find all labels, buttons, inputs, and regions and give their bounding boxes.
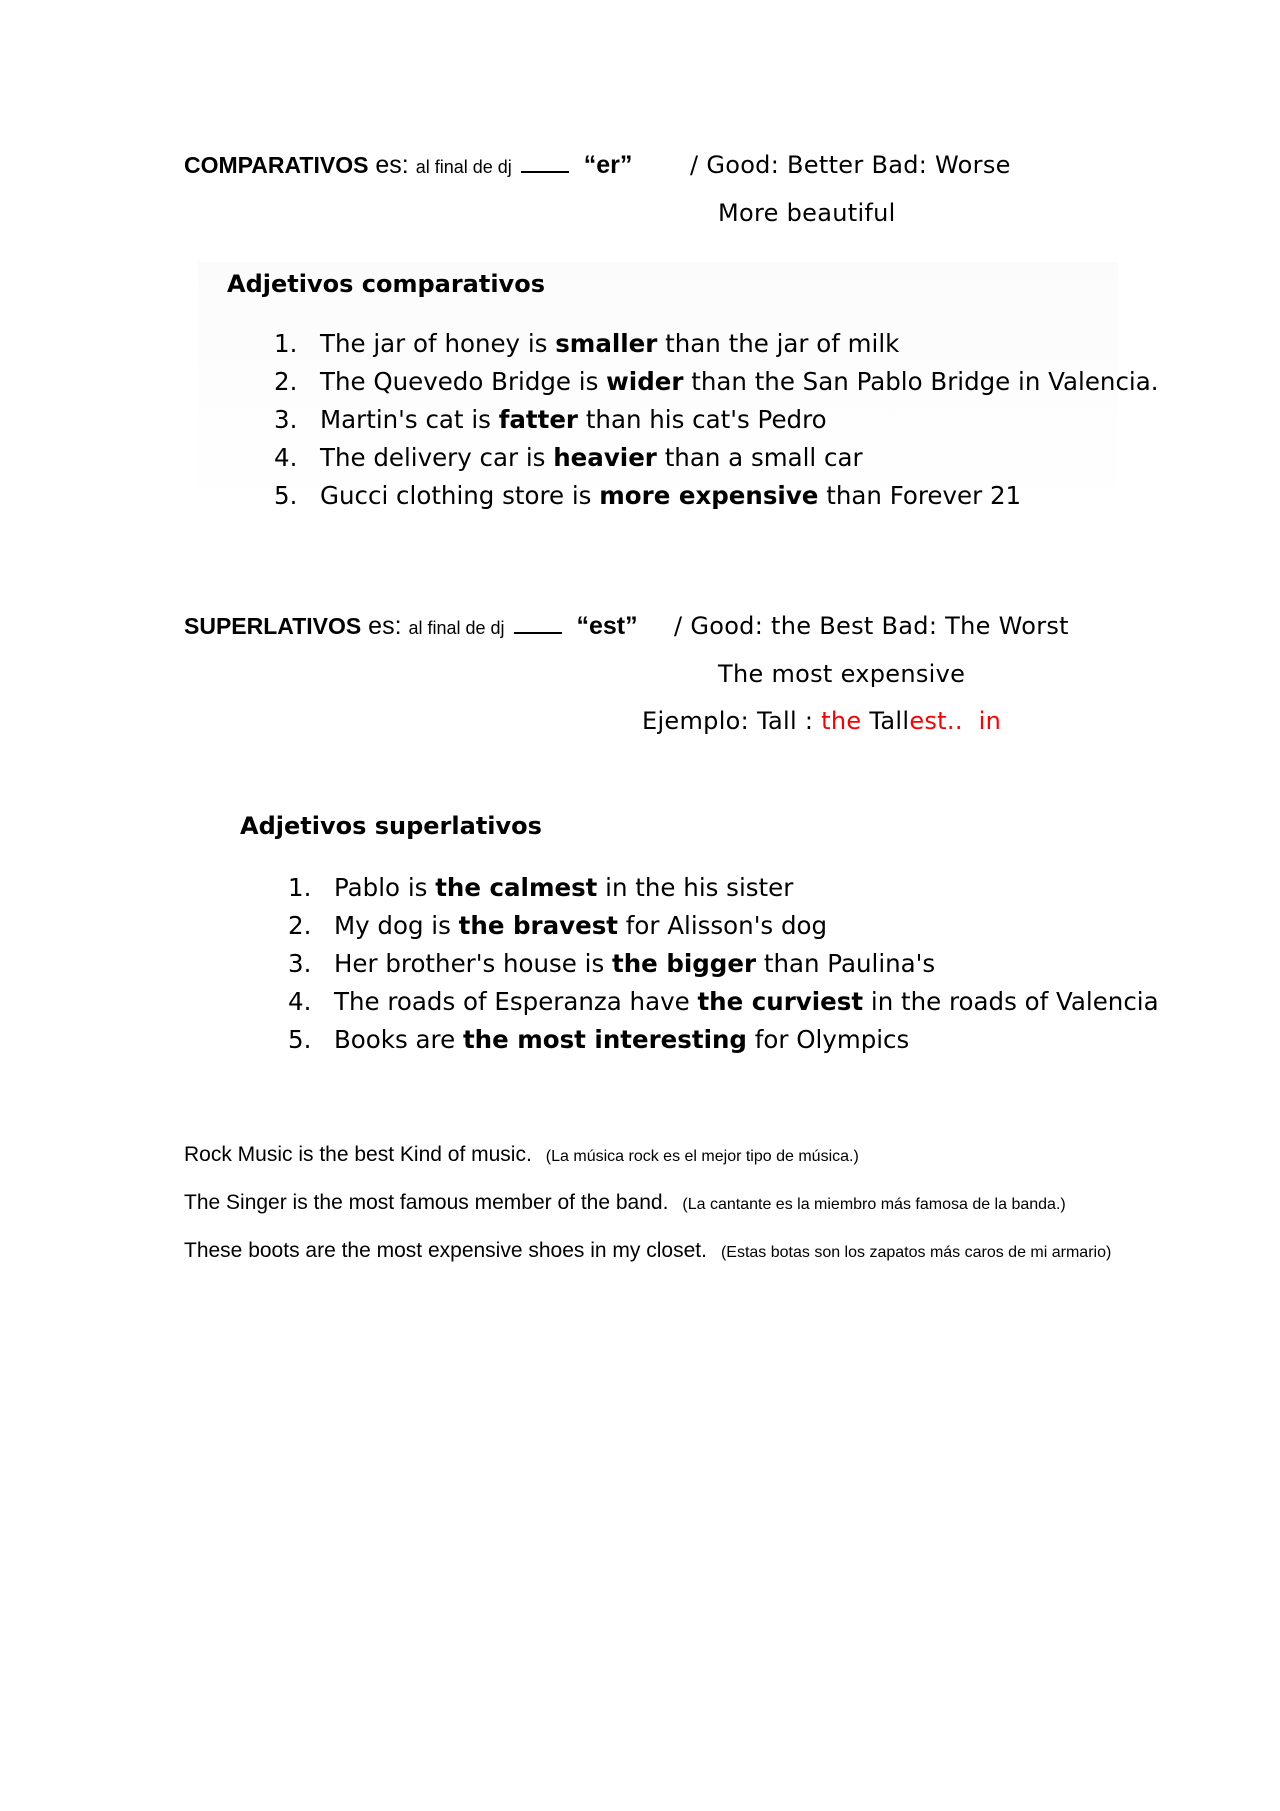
list-bold: the most interesting — [462, 1025, 747, 1054]
list-item — [288, 945, 1159, 983]
list-number: 3. — [288, 949, 312, 978]
list-number: 5. — [288, 1025, 312, 1054]
list-number: 1. — [288, 873, 312, 902]
list-text: The roads of Esperanza have — [334, 987, 698, 1016]
list-text: than his cat's Pedro — [578, 405, 827, 434]
example-in: in — [978, 707, 1002, 735]
list-text: for Olympics — [746, 1025, 910, 1054]
superlativos-es: es: — [368, 612, 402, 640]
superlativos-irregular: / Good: the Best Bad: The Worst — [674, 612, 1069, 640]
comparativos-section-title: Adjetivos comparativos — [227, 270, 545, 298]
list-item — [274, 401, 1159, 439]
superlativos-blank — [514, 614, 562, 634]
comparativos-blank — [521, 153, 569, 173]
superlativos-heading — [184, 612, 638, 641]
example-est: est.. — [909, 707, 963, 735]
comparativos-es: es: — [375, 151, 409, 179]
list-bold: the bravest — [458, 911, 619, 940]
list-text: My dog is — [334, 911, 459, 940]
list-text: Her brother's house is — [334, 949, 613, 978]
list-bold: the bigger — [612, 949, 757, 978]
list-number: 4. — [288, 987, 312, 1016]
list-item — [274, 363, 1159, 401]
list-bold: smaller — [555, 329, 658, 358]
list-bold: wider — [606, 367, 684, 396]
list-number: 4. — [274, 443, 298, 472]
superlativos-long-form: The most expensive — [718, 660, 966, 688]
comparativos-list — [274, 325, 1159, 515]
superlativos-example — [642, 707, 1001, 735]
list-text: Pablo is — [334, 873, 436, 902]
example-prefix: Ejemplo: Tall : — [642, 707, 822, 735]
example-es: (La cantante es la miembro más famosa de la banda.) — [682, 1196, 1066, 1213]
example-sentence — [184, 1239, 1111, 1263]
superlativos-label: SUPERLATIVOS — [184, 613, 362, 639]
example-en: These boots are the most expensive shoes in my closet. — [184, 1239, 707, 1262]
example-en: The Singer is the most famous member of the band. — [184, 1191, 669, 1214]
superlativos-list — [288, 869, 1159, 1059]
comparativos-suffix: “er” — [583, 151, 633, 179]
list-bold: fatter — [498, 405, 579, 434]
comparativos-irregular: / Good: Better Bad: Worse — [690, 151, 1011, 179]
comparativos-long-form: More beautiful — [718, 199, 896, 227]
list-text: Books are — [334, 1025, 463, 1054]
comparativos-rule: al final de dj — [415, 157, 512, 177]
list-text: than the jar of milk — [657, 329, 900, 358]
list-bold: the calmest — [435, 873, 598, 902]
comparativos-label: COMPARATIVOS — [184, 152, 369, 178]
list-bold: the curviest — [697, 987, 864, 1016]
list-number: 2. — [274, 367, 298, 396]
list-number: 3. — [274, 405, 298, 434]
superlativos-suffix: “est” — [576, 612, 638, 640]
list-bold: more expensive — [599, 481, 819, 510]
example-sentence — [184, 1191, 1066, 1215]
superlativos-rule: al final de dj — [408, 618, 505, 638]
list-number: 2. — [288, 911, 312, 940]
example-sentence — [184, 1143, 859, 1167]
list-item — [288, 869, 1159, 907]
list-text: in the roads of Valencia — [863, 987, 1159, 1016]
list-text: Gucci clothing store is — [320, 481, 600, 510]
list-item — [288, 983, 1159, 1021]
list-item — [274, 439, 1159, 477]
list-text: for Alisson's dog — [618, 911, 828, 940]
list-text: The delivery car is — [320, 443, 554, 472]
list-text: than Paulina's — [756, 949, 936, 978]
list-text: than a small car — [656, 443, 863, 472]
list-item — [288, 1021, 1159, 1059]
list-text: The jar of honey is — [320, 329, 556, 358]
list-text: than Forever 21 — [818, 481, 1022, 510]
list-item — [274, 325, 1159, 363]
example-en: Rock Music is the best Kind of music. — [184, 1143, 532, 1166]
superlativos-section-title: Adjetivos superlativos — [240, 812, 542, 840]
example-tall: Tall — [861, 707, 910, 735]
list-item — [274, 477, 1159, 515]
example-es: (La música rock es el mejor tipo de música.) — [545, 1148, 859, 1165]
list-item — [288, 907, 1159, 945]
example-es: (Estas botas son los zapatos más caros de mi armario) — [720, 1244, 1112, 1261]
list-number: 5. — [274, 481, 298, 510]
list-text: than the San Pablo Bridge in Valencia. — [683, 367, 1159, 396]
example-the: the — [821, 707, 862, 735]
list-bold: heavier — [553, 443, 657, 472]
comparativos-heading — [184, 151, 632, 180]
list-text: The Quevedo Bridge is — [320, 367, 607, 396]
list-text: in the his sister — [597, 873, 794, 902]
list-text: Martin's cat is — [320, 405, 499, 434]
list-number: 1. — [274, 329, 298, 358]
